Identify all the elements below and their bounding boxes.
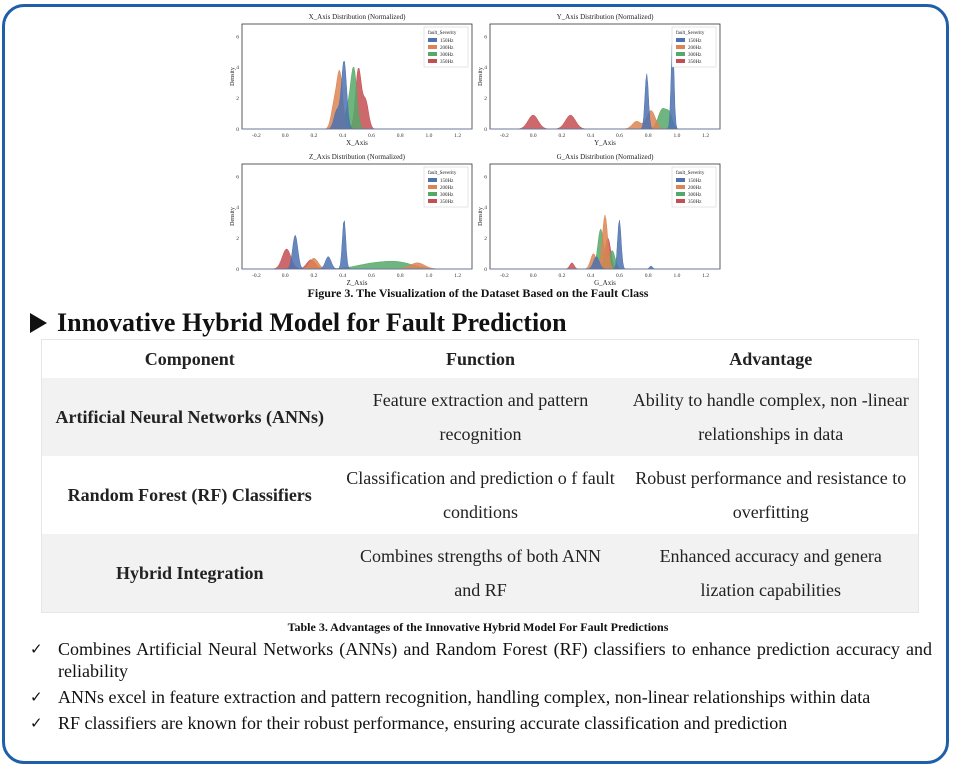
legend-swatch xyxy=(676,38,685,42)
y-axis-label: Density xyxy=(478,207,484,226)
y-tick-label: 4 xyxy=(484,205,487,212)
legend-label: 200Hz xyxy=(688,46,702,51)
function-cell: Classification and prediction o f fault conditions xyxy=(338,456,624,534)
section-title: Innovative Hybrid Model for Fault Prediction xyxy=(57,308,567,337)
legend-label: 150Hz xyxy=(688,39,702,44)
y-tick-label: 0 xyxy=(236,127,239,133)
legend-title: fault_Severity xyxy=(676,31,705,36)
table-row xyxy=(42,534,919,613)
bullet-text: Combines Artificial Neural Networks (ANNs) and Random Forest (RF) classifiers to enhance prediction accuracy and reliability xyxy=(58,639,932,681)
y-axis-distribution-panel xyxy=(476,10,724,146)
checkmark-icon: ✓ xyxy=(30,640,43,658)
y-tick-label: 2 xyxy=(236,236,239,243)
triangle-bullet-icon xyxy=(30,313,47,333)
y-tick-label: 6 xyxy=(236,34,239,41)
list-item xyxy=(30,638,932,682)
legend-swatch xyxy=(428,38,437,42)
panel-title: G_Axis Distribution (Normalized) xyxy=(556,153,654,161)
x-tick-label: 1.2 xyxy=(454,133,462,139)
advantage-cell: Ability to handle complex, non -linear relationships in data xyxy=(624,378,919,456)
legend-label: 350Hz xyxy=(440,200,454,205)
legend-label: 350Hz xyxy=(440,60,454,65)
y-axis-label: Density xyxy=(478,67,484,86)
legend-label: 200Hz xyxy=(688,186,702,191)
x-tick-label: 0.2 xyxy=(558,273,566,279)
panel-title: X_Axis Distribution (Normalized) xyxy=(308,13,406,21)
checkmark-icon: ✓ xyxy=(30,688,43,706)
advantages-table xyxy=(41,339,919,613)
legend-swatch xyxy=(676,178,685,182)
x-tick-label: 1.2 xyxy=(702,133,710,139)
component-cell: Random Forest (RF) Classifiers xyxy=(42,456,338,534)
legend-label: 150Hz xyxy=(440,179,454,184)
x-axis-label: X_Axis xyxy=(346,139,368,146)
legend-label: 300Hz xyxy=(688,193,702,198)
component-cell: Artificial Neural Networks (ANNs) xyxy=(42,378,338,456)
x-tick-label: 1.0 xyxy=(425,273,433,279)
x-tick-label: 0.6 xyxy=(367,133,375,139)
x-tick-label: 0.4 xyxy=(587,133,595,139)
legend-swatch xyxy=(428,59,437,63)
table-row xyxy=(42,378,919,456)
legend-label: 200Hz xyxy=(440,186,454,191)
header-function: Function xyxy=(338,340,624,379)
legend-label: 150Hz xyxy=(688,179,702,184)
x-tick-label: 0.2 xyxy=(310,273,318,279)
g-axis-distribution-chart xyxy=(476,150,724,286)
x-tick-label: 0.0 xyxy=(529,273,537,279)
list-item xyxy=(30,712,932,734)
x-tick-label: 0.4 xyxy=(587,273,595,279)
x-tick-label: 1.0 xyxy=(673,133,681,139)
x-axis-label: Y_Axis xyxy=(594,139,616,146)
x-tick-label: -0.2 xyxy=(500,273,509,279)
panel-title: Y_Axis Distribution (Normalized) xyxy=(556,13,654,21)
x-tick-label: -0.2 xyxy=(500,133,509,139)
legend-title: fault_Severity xyxy=(428,31,457,36)
z-axis-distribution-chart xyxy=(228,150,476,286)
x-tick-label: 0.0 xyxy=(281,273,289,279)
legend-swatch xyxy=(428,199,437,203)
legend-swatch xyxy=(428,192,437,196)
g-axis-distribution-panel xyxy=(476,150,724,286)
list-item xyxy=(30,686,932,708)
header-component: Component xyxy=(42,340,338,379)
x-tick-label: 1.2 xyxy=(454,273,462,279)
legend-swatch xyxy=(676,192,685,196)
legend-title: fault_Severity xyxy=(676,171,705,176)
y-axis-label: Density xyxy=(230,207,236,226)
legend-swatch xyxy=(676,185,685,189)
y-tick-label: 6 xyxy=(236,174,239,181)
function-cell: Feature extraction and pattern recognition xyxy=(338,378,624,456)
legend-swatch xyxy=(428,178,437,182)
legend-label: 300Hz xyxy=(440,53,454,58)
y-tick-label: 4 xyxy=(236,205,239,212)
y-tick-label: 6 xyxy=(484,174,487,181)
table-row xyxy=(42,456,919,534)
y-tick-label: 0 xyxy=(484,127,487,133)
x-tick-label: 1.2 xyxy=(702,273,710,279)
x-tick-label: 0.6 xyxy=(367,273,375,279)
legend-swatch xyxy=(676,199,685,203)
x-tick-label: 0.4 xyxy=(339,133,347,139)
legend-swatch xyxy=(676,59,685,63)
x-tick-label: 0.8 xyxy=(396,273,404,279)
x-tick-label: 0.0 xyxy=(529,133,537,139)
y-tick-label: 2 xyxy=(484,236,487,243)
x-tick-label: 0.8 xyxy=(644,133,652,139)
legend-label: 300Hz xyxy=(688,53,702,58)
bullet-text: RF classifiers are known for their robust performance, ensuring accurate classification and prediction xyxy=(58,713,788,733)
figure-caption: Figure 3. The Visualization of the Dataset Based on the Fault Class xyxy=(307,286,649,300)
legend-label: 150Hz xyxy=(440,39,454,44)
x-tick-label: 0.0 xyxy=(281,133,289,139)
x-tick-label: 0.6 xyxy=(615,273,623,279)
y-axis-label: Density xyxy=(230,67,236,86)
legend-label: 350Hz xyxy=(688,200,702,205)
legend-label: 200Hz xyxy=(440,46,454,51)
x-axis-label: Z_Axis xyxy=(346,279,368,286)
x-tick-label: 0.2 xyxy=(310,133,318,139)
distribution-figure xyxy=(228,10,724,286)
advantage-cell: Robust performance and resistance to overfitting xyxy=(624,456,919,534)
x-tick-label: 0.8 xyxy=(644,273,652,279)
y-tick-label: 0 xyxy=(484,267,487,273)
bullet-list xyxy=(30,638,932,738)
x-axis-distribution-panel xyxy=(228,10,476,146)
x-tick-label: 0.4 xyxy=(339,273,347,279)
y-tick-label: 2 xyxy=(236,96,239,103)
legend-label: 350Hz xyxy=(688,60,702,65)
legend-label: 300Hz xyxy=(440,193,454,198)
checkmark-icon: ✓ xyxy=(30,714,43,732)
y-tick-label: 4 xyxy=(236,65,239,72)
legend-title: fault_Severity xyxy=(428,171,457,176)
z-axis-distribution-panel xyxy=(228,150,476,286)
x-tick-label: 1.0 xyxy=(425,133,433,139)
y-tick-label: 4 xyxy=(484,65,487,72)
x-tick-label: 0.8 xyxy=(396,133,404,139)
y-tick-label: 2 xyxy=(484,96,487,103)
table-header-row xyxy=(42,340,919,379)
legend-swatch xyxy=(428,45,437,49)
bullet-text: ANNs excel in feature extraction and pattern recognition, handling complex, non-linear relationships within data xyxy=(58,687,871,707)
x-axis-distribution-chart xyxy=(228,10,476,146)
x-tick-label: -0.2 xyxy=(252,273,261,279)
header-advantage: Advantage xyxy=(624,340,919,379)
advantage-cell: Enhanced accuracy and genera lization capabilities xyxy=(624,534,919,613)
y-tick-label: 6 xyxy=(484,34,487,41)
x-axis-label: G_Axis xyxy=(594,279,616,286)
panel-title: Z_Axis Distribution (Normalized) xyxy=(308,153,406,161)
x-tick-label: 0.6 xyxy=(615,133,623,139)
x-tick-label: 1.0 xyxy=(673,273,681,279)
function-cell: Combines strengths of both ANN and RF xyxy=(338,534,624,613)
x-tick-label: 0.2 xyxy=(558,133,566,139)
table-caption: Table 3. Advantages of the Innovative Hybrid Model For Fault Predictions xyxy=(287,620,669,634)
component-cell: Hybrid Integration xyxy=(42,534,338,613)
y-axis-distribution-chart xyxy=(476,10,724,146)
section-heading xyxy=(30,308,567,338)
legend-swatch xyxy=(676,52,685,56)
legend-swatch xyxy=(428,185,437,189)
legend-swatch xyxy=(676,45,685,49)
legend-swatch xyxy=(428,52,437,56)
x-tick-label: -0.2 xyxy=(252,133,261,139)
y-tick-label: 0 xyxy=(236,267,239,273)
